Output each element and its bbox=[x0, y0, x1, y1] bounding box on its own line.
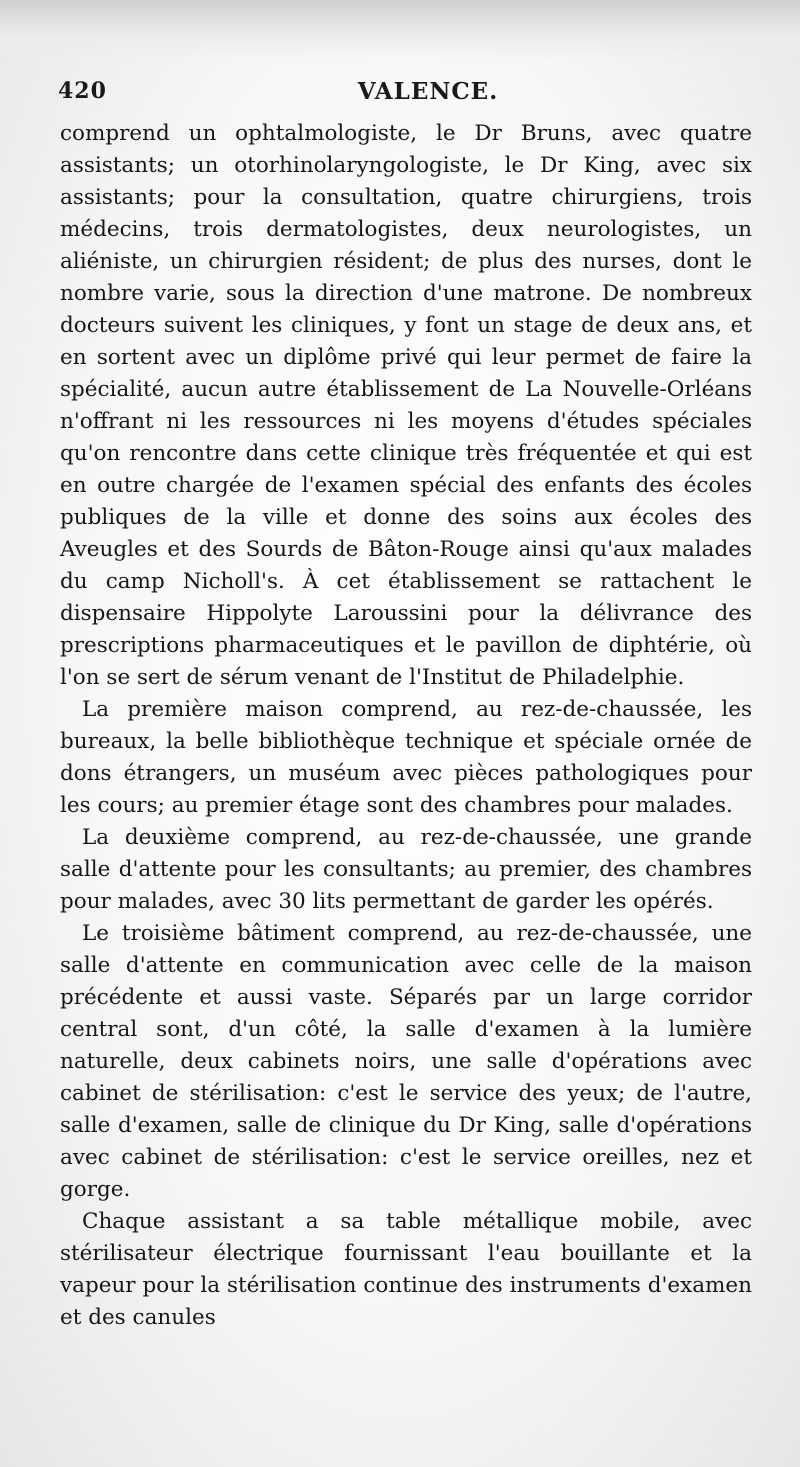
page-number: 420 bbox=[58, 78, 107, 104]
paragraph-1: comprend un ophtalmologiste, le Dr Bruns, avec quatre assistants; un otorhinolaryngologiste, le Dr King, avec six assistants; pour la consultation, quatre chirurgiens, trois médecins, trois dermatologistes, deux neurologistes, un aliéniste, un chirurgien résident; de plus des nurses, dont le nombre varie, sous la direction d'une matrone. De nombreux docteurs suivent les cliniques, y font un stage de deux ans, et en sortent avec un diplôme privé qui leur permet de faire la spécialité, aucun autre établissement de La Nouvelle-Orléans n'offrant ni les ressources ni les moyens d'études spéciales qu'on rencontre dans cette clinique très fréquentée et qui est en outre chargée de l'examen spécial des enfants des écoles publiques de la ville et donne des soins aux écoles des Aveugles et des Sourds de Bâton-Rouge ainsi qu'aux malades du camp Nicholl's. À cet établissement se rattachent le dispensaire Hippolyte Laroussini pour la délivrance des prescriptions pharmaceutiques et le pavillon de diphtérie, où l'on se sert de sérum venant de l'Institut de Philadelphie. bbox=[60, 121, 752, 690]
paragraph-5: Chaque assistant a sa table métallique mobile, avec stérilisateur électrique fournissant l'eau bouillante et la vapeur pour la stérilisation continue des instruments d'examen et des canules bbox=[60, 1209, 752, 1330]
running-title: VALENCE. bbox=[357, 78, 499, 105]
paragraph-4: Le troisième bâtiment comprend, au rez-de-chaussée, une salle d'attente en communication avec celle de la maison précédente et aussi vaste. Séparés par un large corridor central sont, d'un côté, la salle d'examen à la lumière naturelle, deux cabinets noirs, une salle d'opérations avec cabinet de stérilisation: c'est le service des yeux; de l'autre, salle d'examen, salle de clinique du Dr King, salle d'opérations avec cabinet de stérilisation: c'est le service oreilles, nez et gorge. bbox=[60, 921, 752, 1202]
paragraph-2: La première maison comprend, au rez-de-chaussée, les bureaux, la belle bibliothèque technique et spéciale ornée de dons étrangers, un muséum avec pièces pathologiques pour les cours; au premier étage sont des chambres pour malades. bbox=[60, 697, 752, 818]
running-head bbox=[58, 74, 748, 114]
page-top-edge bbox=[0, 0, 800, 60]
paragraph-3: La deuxième comprend, au rez-de-chaussée, une grande salle d'attente pour les consultants; au premier, des chambres pour malades, avec 30 lits permettant de garder les opérés. bbox=[60, 825, 752, 914]
body-text bbox=[60, 118, 752, 1334]
